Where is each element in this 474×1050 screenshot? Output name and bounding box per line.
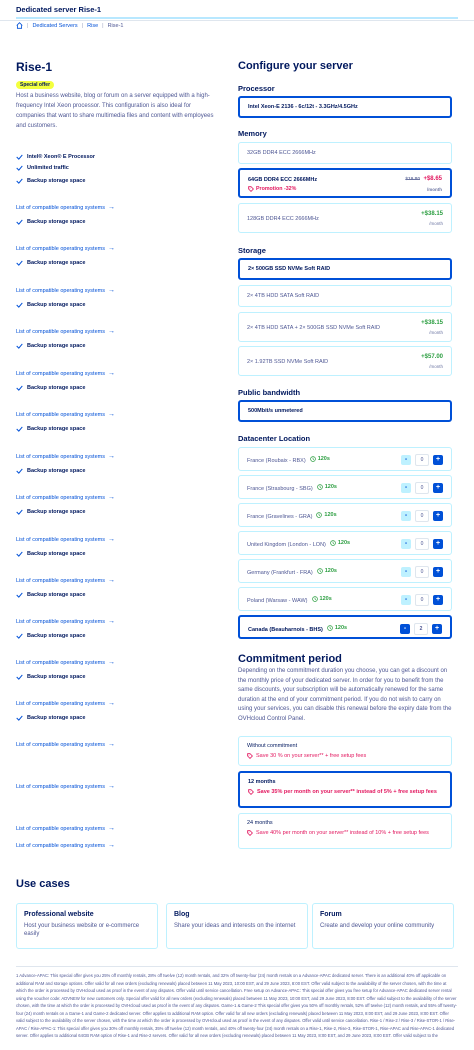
check-icon xyxy=(16,468,23,474)
arrow-right-icon: → xyxy=(107,700,115,707)
tag-icon xyxy=(248,186,254,192)
arrow-right-icon: → xyxy=(107,494,115,501)
arrow-right-icon: → xyxy=(107,783,115,790)
compatible-os-link[interactable] xyxy=(16,783,115,790)
delivery-time-text: 120s xyxy=(337,540,351,546)
feature-backup xyxy=(16,592,85,598)
product-title: Rise-1 xyxy=(16,60,53,74)
breadcrumb-separator: | xyxy=(27,22,29,29)
datacenter-name xyxy=(247,484,337,492)
decrement-button[interactable]: - xyxy=(401,455,411,465)
feature-backup xyxy=(16,468,85,474)
commitment-option-savings-text: Save 40% per month on your server** instead of 10% + free setup fees xyxy=(256,830,429,836)
compatible-os-link-label: List of compatible operating systems xyxy=(16,287,105,294)
compatible-os-link[interactable] xyxy=(16,659,115,666)
memory-option-128gb[interactable] xyxy=(238,203,452,233)
breadcrumb-separator: | xyxy=(102,22,104,29)
legal-footnote: 1 Advance-APAC: This special offer gives you 25% off monthly rentals, 28% off twelve (12) month rentals, and 32% off twenty-four (24) month rentals on a Advance-APAC dedicated server. There is an additional 40% off applicable on additional RAM and storage options. Offer valid for all new orders (excluding renewals) placed between 11 May 2023, 10:00 EST, and 29 June 2023, 8:00 EST. Offer valid subject to the availability of the server chosen, with the time at which the order is processed by OVHcloud used as proof in the event of any disputes. Offer valid until service cancellation. Free setup on Advance-APAC: This special offer gives you free setup for Advance-APAC dedicated server rental using the voucher code: ADVNEW for new customers only. Special offer valid for all new orders (excluding renewals) placed between 11 May 2023, 10:00 EST, and 29 June 2023, 8:00 EST. Offer valid subject to the availability of the server chosen, with the time at which the order is processed by OVHcloud used as proof in the event of any disputes. Game-1 & Game-2 This special offer gives you 50% off monthly rentals, 52% off twelve (12) month rentals, and 55% off twenty-four (24) month rentals on a Game-1 and Game-2 dedicated server. Offer applies to additional RAM option. Offer valid for all new orders (excluding renewals) placed between 11 May 2023, 8:00 EST, and 29 June 2023, 8:00 EST. Offer valid subject to the availability of the server chosen, with the time at which the order is processed by OVHcloud used as proof in the event of any disputes. Offer valid until service cancellation. Rise-1 / Rise-2 / Rise-3 / Rise-STOR-1 / Rise-APAC / Rise-APAC-1: This special offer gives you 30% off monthly rentals, 35% off twelve (12) month rentals, and 40% off twenty-four (24) month rentals on a Rise-1, Rise-2, Rise-3, Rise-STOR-1, Rise-APAC and Rise-APAC-1 dedicated server. Offer applies to additional 64GB RAM option of Rise-1 and Rise-2 servers. Offer valid for all new orders (excluding renewals) placed between 11 May 2023, 8:00 EST, and 29 June 2023, 8:00 EST. Offer valid subject to the xyxy=(16,973,457,1038)
memory-section-title: Memory xyxy=(238,129,267,138)
increment-button[interactable]: + xyxy=(433,595,443,605)
feature-backup-label: Backup storage space xyxy=(27,468,86,474)
storage-option-label: 2× 4TB HDD SATA Soft RAID xyxy=(247,293,320,299)
datacenter-name xyxy=(247,568,337,576)
memory-option-label: 64GB DDR4 ECC 2666MHz xyxy=(248,177,318,183)
commitment-option-savings xyxy=(247,830,443,837)
datacenter-name-text: France (Roubaix - RBX) xyxy=(247,458,306,464)
check-icon xyxy=(16,385,23,391)
compatible-os-link-label: List of compatible operating systems xyxy=(16,842,105,849)
commitment-option-title: 24 months xyxy=(247,820,273,826)
compatible-os-link-label: List of compatible operating systems xyxy=(16,577,105,584)
delivery-time xyxy=(327,625,347,631)
feature-backup-label: Backup storage space xyxy=(27,260,86,266)
processor-option-label: Intel Xeon-E 2136 - 6c/12t - 3.3GHz/4.5GHz xyxy=(248,104,358,110)
feature-backup xyxy=(16,674,85,680)
quantity-value[interactable]: 0 xyxy=(415,594,429,606)
decrement-button[interactable]: - xyxy=(401,539,411,549)
check-icon xyxy=(16,165,23,171)
quantity-stepper xyxy=(400,623,442,635)
promotion-text: Promotion -32% xyxy=(256,186,297,192)
compatible-os-link[interactable] xyxy=(16,700,115,707)
delivery-time xyxy=(316,512,336,518)
storage-option-nvme-192[interactable] xyxy=(238,346,452,376)
compatible-os-link-label: List of compatible operating systems xyxy=(16,494,105,501)
feature-backup xyxy=(16,509,85,515)
option-price: +$8.65 xyxy=(423,176,442,182)
feature-backup-label: Backup storage space xyxy=(27,674,86,680)
use-case-title: Forum xyxy=(320,911,342,918)
check-icon xyxy=(16,715,23,721)
commitment-option-none[interactable] xyxy=(238,736,452,766)
storage-option-hybrid[interactable] xyxy=(238,312,452,342)
feature-backup-label: Backup storage space xyxy=(27,633,86,639)
decrement-button[interactable]: - xyxy=(401,483,411,493)
compatible-os-link-label: List of compatible operating systems xyxy=(16,783,105,790)
datacenter-name-text: Poland (Warsaw - WAW) xyxy=(247,598,308,604)
product-description: Host a business website, blog or forum on a server equipped with a high-frequency Intel Xeon processor. This configuration is also ideal for companies that want to share multimedia files and content with employees and customers. xyxy=(16,93,214,129)
datacenter-name xyxy=(248,625,347,633)
feature-traffic xyxy=(16,165,69,171)
check-icon xyxy=(16,674,23,680)
feature-backup xyxy=(16,302,85,308)
quantity-stepper xyxy=(401,538,443,550)
increment-button[interactable]: + xyxy=(433,455,443,465)
special-offer-badge: Special offer xyxy=(16,81,54,89)
arrow-right-icon: → xyxy=(107,842,115,849)
commitment-option-savings-text: Save 30 % on your server** + free setup fees xyxy=(256,753,367,759)
commitment-option-savings xyxy=(247,753,443,760)
quantity-value[interactable]: 0 xyxy=(415,538,429,550)
datacenter-section-title: Datacenter Location xyxy=(238,434,311,443)
clock-icon xyxy=(317,484,323,490)
datacenter-name-text: United Kingdom (London - LON) xyxy=(247,542,326,548)
feature-backup-label: Backup storage space xyxy=(27,551,86,557)
price-period: /month xyxy=(429,364,443,369)
clock-icon xyxy=(330,540,336,546)
arrow-right-icon: → xyxy=(107,577,115,584)
compatible-os-link[interactable] xyxy=(16,411,115,418)
compatible-os-link[interactable] xyxy=(16,494,115,501)
datacenter-name-text: France (Strasbourg - SBG) xyxy=(247,486,313,492)
quantity-stepper xyxy=(401,510,443,522)
datacenter-name-text: France (Gravelines - GRA) xyxy=(247,514,313,520)
footer-divider xyxy=(16,966,458,967)
check-icon xyxy=(16,426,23,432)
option-price: +$38.15 xyxy=(421,320,443,326)
breadcrumb-rise[interactable]: Rise xyxy=(87,22,99,29)
use-case-card-blog[interactable] xyxy=(166,903,308,949)
increment-button[interactable]: + xyxy=(432,624,442,634)
check-icon xyxy=(16,219,23,225)
datacenter-name-text: Canada (Beauharnois - BHS) xyxy=(248,627,323,633)
delivery-time-text: 120s xyxy=(317,456,330,462)
quantity-stepper xyxy=(401,482,443,494)
compatible-os-link-label: List of compatible operating systems xyxy=(16,411,105,418)
delivery-time xyxy=(330,540,350,546)
delivery-time xyxy=(312,596,332,602)
feature-backup xyxy=(16,633,85,639)
compatible-os-link[interactable] xyxy=(16,825,115,832)
use-case-card-forum[interactable] xyxy=(312,903,454,949)
use-case-card-professional-website[interactable] xyxy=(16,903,158,949)
bandwidth-option[interactable] xyxy=(238,400,452,422)
configure-title: Configure your server xyxy=(238,60,353,72)
compatible-os-link[interactable] xyxy=(16,577,115,584)
processor-section-title: Processor xyxy=(238,84,275,93)
header-divider xyxy=(16,17,458,19)
arrow-right-icon: → xyxy=(107,245,115,252)
quantity-value[interactable]: 0 xyxy=(415,454,429,466)
check-icon xyxy=(16,343,23,349)
increment-button[interactable]: + xyxy=(433,511,443,521)
use-case-description: Host your business website or e-commerce easily xyxy=(24,923,140,937)
increment-button[interactable]: + xyxy=(433,483,443,493)
feature-backup-label: Backup storage space xyxy=(27,426,86,432)
use-case-title: Professional website xyxy=(24,911,94,918)
compatible-os-link-label: List of compatible operating systems xyxy=(16,328,105,335)
compatible-os-link-label: List of compatible operating systems xyxy=(16,618,105,625)
feature-backup xyxy=(16,551,85,557)
arrow-right-icon: → xyxy=(107,825,115,832)
arrow-right-icon: → xyxy=(107,204,115,211)
arrow-right-icon: → xyxy=(107,328,115,335)
storage-option-label: 2× 500GB SSD NVMe Soft RAID xyxy=(248,266,331,272)
home-icon[interactable] xyxy=(16,22,23,29)
feature-backup xyxy=(16,343,85,349)
compatible-os-link[interactable] xyxy=(16,204,115,211)
breadcrumb-dedicated-servers[interactable]: Dedicated Servers xyxy=(32,22,78,29)
compatible-os-link[interactable] xyxy=(16,453,115,460)
price-period: /month xyxy=(427,187,442,192)
feature-backup xyxy=(16,426,85,432)
arrow-right-icon: → xyxy=(107,618,115,625)
decrement-button[interactable]: - xyxy=(401,595,411,605)
arrow-right-icon: → xyxy=(107,536,115,543)
commitment-section-title: Commitment period xyxy=(238,653,342,665)
quantity-stepper xyxy=(401,594,443,606)
datacenter-name xyxy=(247,456,330,464)
clock-icon xyxy=(327,625,333,631)
commitment-option-12-months[interactable] xyxy=(238,771,452,808)
feature-backup-label: Backup storage space xyxy=(27,178,86,184)
bandwidth-section-title: Public bandwidth xyxy=(238,388,301,397)
tag-icon xyxy=(247,753,253,759)
memory-option-label: 128GB DDR4 ECC 2666MHz xyxy=(247,216,319,222)
feature-backup-label: Backup storage space xyxy=(27,385,86,391)
breadcrumb-separator: | xyxy=(81,22,84,29)
storage-option-label: 2× 4TB HDD SATA + 2× 500GB SSD NVMe Soft RAID xyxy=(247,325,380,331)
processor-option[interactable] xyxy=(238,96,452,118)
compatible-os-link[interactable] xyxy=(16,287,115,294)
delivery-time xyxy=(317,568,337,574)
compatible-os-link-label: List of compatible operating systems xyxy=(16,245,105,252)
feature-backup xyxy=(16,178,85,184)
delivery-time-text: 120s xyxy=(324,568,337,574)
datacenter-name xyxy=(247,596,332,604)
price-period: /month xyxy=(429,221,443,226)
quantity-stepper xyxy=(401,566,443,578)
decrement-button[interactable]: - xyxy=(401,511,411,521)
check-icon xyxy=(16,154,23,160)
datacenter-row[interactable] xyxy=(238,531,452,555)
datacenter-row[interactable] xyxy=(238,615,452,639)
check-icon xyxy=(16,633,23,639)
compatible-os-link-label: List of compatible operating systems xyxy=(16,453,105,460)
commitment-option-title: 12 months xyxy=(248,779,276,785)
datacenter-row[interactable] xyxy=(238,559,452,583)
delivery-time-text: 120s xyxy=(319,596,332,602)
quantity-value[interactable]: 0 xyxy=(415,566,429,578)
commitment-description: Depending on the commitment duration you choose, you can get a discount on the monthly price of your dedicated server. In order for you to benefit from the same discounts, your subscription will be automatically renewed for the same duration at the end of your commitment period. If you do not wish to carry on using your services, you can disable this renewal before the expiry date from the OVHcloud Control Panel. xyxy=(238,668,452,722)
compatible-os-link-label: List of compatible operating systems xyxy=(16,700,105,707)
storage-option-nvme-500[interactable] xyxy=(238,258,452,280)
clock-icon xyxy=(310,456,316,462)
decrement-button[interactable]: - xyxy=(400,624,410,634)
increment-button[interactable]: + xyxy=(433,567,443,577)
compatible-os-link[interactable] xyxy=(16,328,115,335)
clock-icon xyxy=(312,596,318,602)
commitment-option-savings xyxy=(248,789,442,796)
check-icon xyxy=(16,509,23,515)
tag-icon xyxy=(248,789,254,795)
feature-backup xyxy=(16,260,85,266)
check-icon xyxy=(16,178,23,184)
feature-backup xyxy=(16,715,85,721)
datacenter-row[interactable] xyxy=(238,587,452,611)
delivery-time-text: 120s xyxy=(324,484,337,490)
datacenter-name xyxy=(247,512,337,520)
compatible-os-link-label: List of compatible operating systems xyxy=(16,536,105,543)
clock-icon xyxy=(316,512,322,518)
quantity-value[interactable]: 2 xyxy=(414,623,428,635)
feature-backup-label: Backup storage space xyxy=(27,343,86,349)
compatible-os-link-label: List of compatible operating systems xyxy=(16,370,105,377)
storage-section-title: Storage xyxy=(238,246,266,255)
arrow-right-icon: → xyxy=(107,287,115,294)
feature-backup xyxy=(16,385,85,391)
arrow-right-icon: → xyxy=(107,741,115,748)
memory-option-64gb[interactable] xyxy=(238,168,452,198)
datacenter-row[interactable] xyxy=(238,475,452,499)
arrow-right-icon: → xyxy=(107,411,115,418)
feature-traffic-label: Unlimited traffic xyxy=(27,165,69,171)
compatible-os-link-label: List of compatible operating systems xyxy=(16,825,105,832)
quantity-value[interactable]: 0 xyxy=(415,510,429,522)
increment-button[interactable]: + xyxy=(433,539,443,549)
compatible-os-link[interactable] xyxy=(16,245,115,252)
storage-option-label: 2× 1.92TB SSD NVMe Soft RAID xyxy=(247,359,329,365)
breadcrumb-current: Rise-1 xyxy=(107,22,124,29)
commitment-option-title: Without commitment xyxy=(247,743,298,749)
clock-icon xyxy=(317,568,323,574)
feature-backup-label: Backup storage space xyxy=(27,302,86,308)
datacenter-row[interactable] xyxy=(238,503,452,527)
arrow-right-icon: → xyxy=(107,370,115,377)
page-header-title: Dedicated server Rise-1 xyxy=(16,5,102,14)
datacenter-name-text: Germany (Frankfurt - FRA) xyxy=(247,570,313,576)
use-cases-title: Use cases xyxy=(16,878,70,890)
commitment-option-savings-text: Save 35% per month on your server** instead of 5% + free setup fees xyxy=(257,789,437,795)
arrow-right-icon: → xyxy=(107,453,115,460)
quantity-stepper xyxy=(401,454,443,466)
arrow-right-icon: → xyxy=(107,659,115,666)
compatible-os-link-label: List of compatible operating systems xyxy=(16,659,105,666)
bandwidth-option-label: 500Mbit/s unmetered xyxy=(248,408,303,414)
feature-backup-label: Backup storage space xyxy=(27,219,86,225)
datacenter-row[interactable] xyxy=(238,447,452,471)
delivery-time-text: 120s xyxy=(324,512,337,518)
quantity-value[interactable]: 0 xyxy=(415,482,429,494)
use-case-description: Create and develop your online community xyxy=(320,923,435,929)
compatible-os-link-label: List of compatible operating systems xyxy=(16,204,105,211)
compatible-os-link[interactable] xyxy=(16,536,115,543)
feature-backup-label: Backup storage space xyxy=(27,715,86,721)
use-case-description: Share your ideas and interests on the internet xyxy=(174,923,296,929)
commitment-option-24-months[interactable] xyxy=(238,813,452,849)
price-period: /month xyxy=(429,330,443,335)
feature-backup-label: Backup storage space xyxy=(27,592,86,598)
memory-option-32gb[interactable] xyxy=(238,142,452,164)
delivery-time-text: 120s xyxy=(334,625,348,631)
feature-processor xyxy=(16,154,95,160)
check-icon xyxy=(16,260,23,266)
old-price: $19.80 xyxy=(405,177,420,182)
compatible-os-link[interactable] xyxy=(16,618,115,625)
use-case-title: Blog xyxy=(174,911,190,918)
storage-option-hdd-4tb[interactable] xyxy=(238,285,452,307)
delivery-time xyxy=(317,484,337,490)
breadcrumb xyxy=(16,22,123,29)
compatible-os-link[interactable] xyxy=(16,370,115,377)
memory-option-label: 32GB DDR4 ECC 2666MHz xyxy=(247,150,316,156)
option-price: +$57.00 xyxy=(421,354,443,360)
compatible-os-link[interactable] xyxy=(16,842,115,849)
datacenter-name xyxy=(247,540,350,548)
feature-processor-label: Intel® Xeon® E Processor xyxy=(27,154,96,160)
option-price: +$38.15 xyxy=(421,211,443,217)
promotion-label xyxy=(248,186,296,192)
delivery-time xyxy=(310,456,330,462)
decrement-button[interactable]: - xyxy=(401,567,411,577)
tag-icon xyxy=(247,830,253,836)
feature-backup xyxy=(16,219,85,225)
compatible-os-link-label: List of compatible operating systems xyxy=(16,741,105,748)
feature-backup-label: Backup storage space xyxy=(27,509,86,515)
check-icon xyxy=(16,551,23,557)
compatible-os-link[interactable] xyxy=(16,741,115,748)
check-icon xyxy=(16,302,23,308)
check-icon xyxy=(16,592,23,598)
